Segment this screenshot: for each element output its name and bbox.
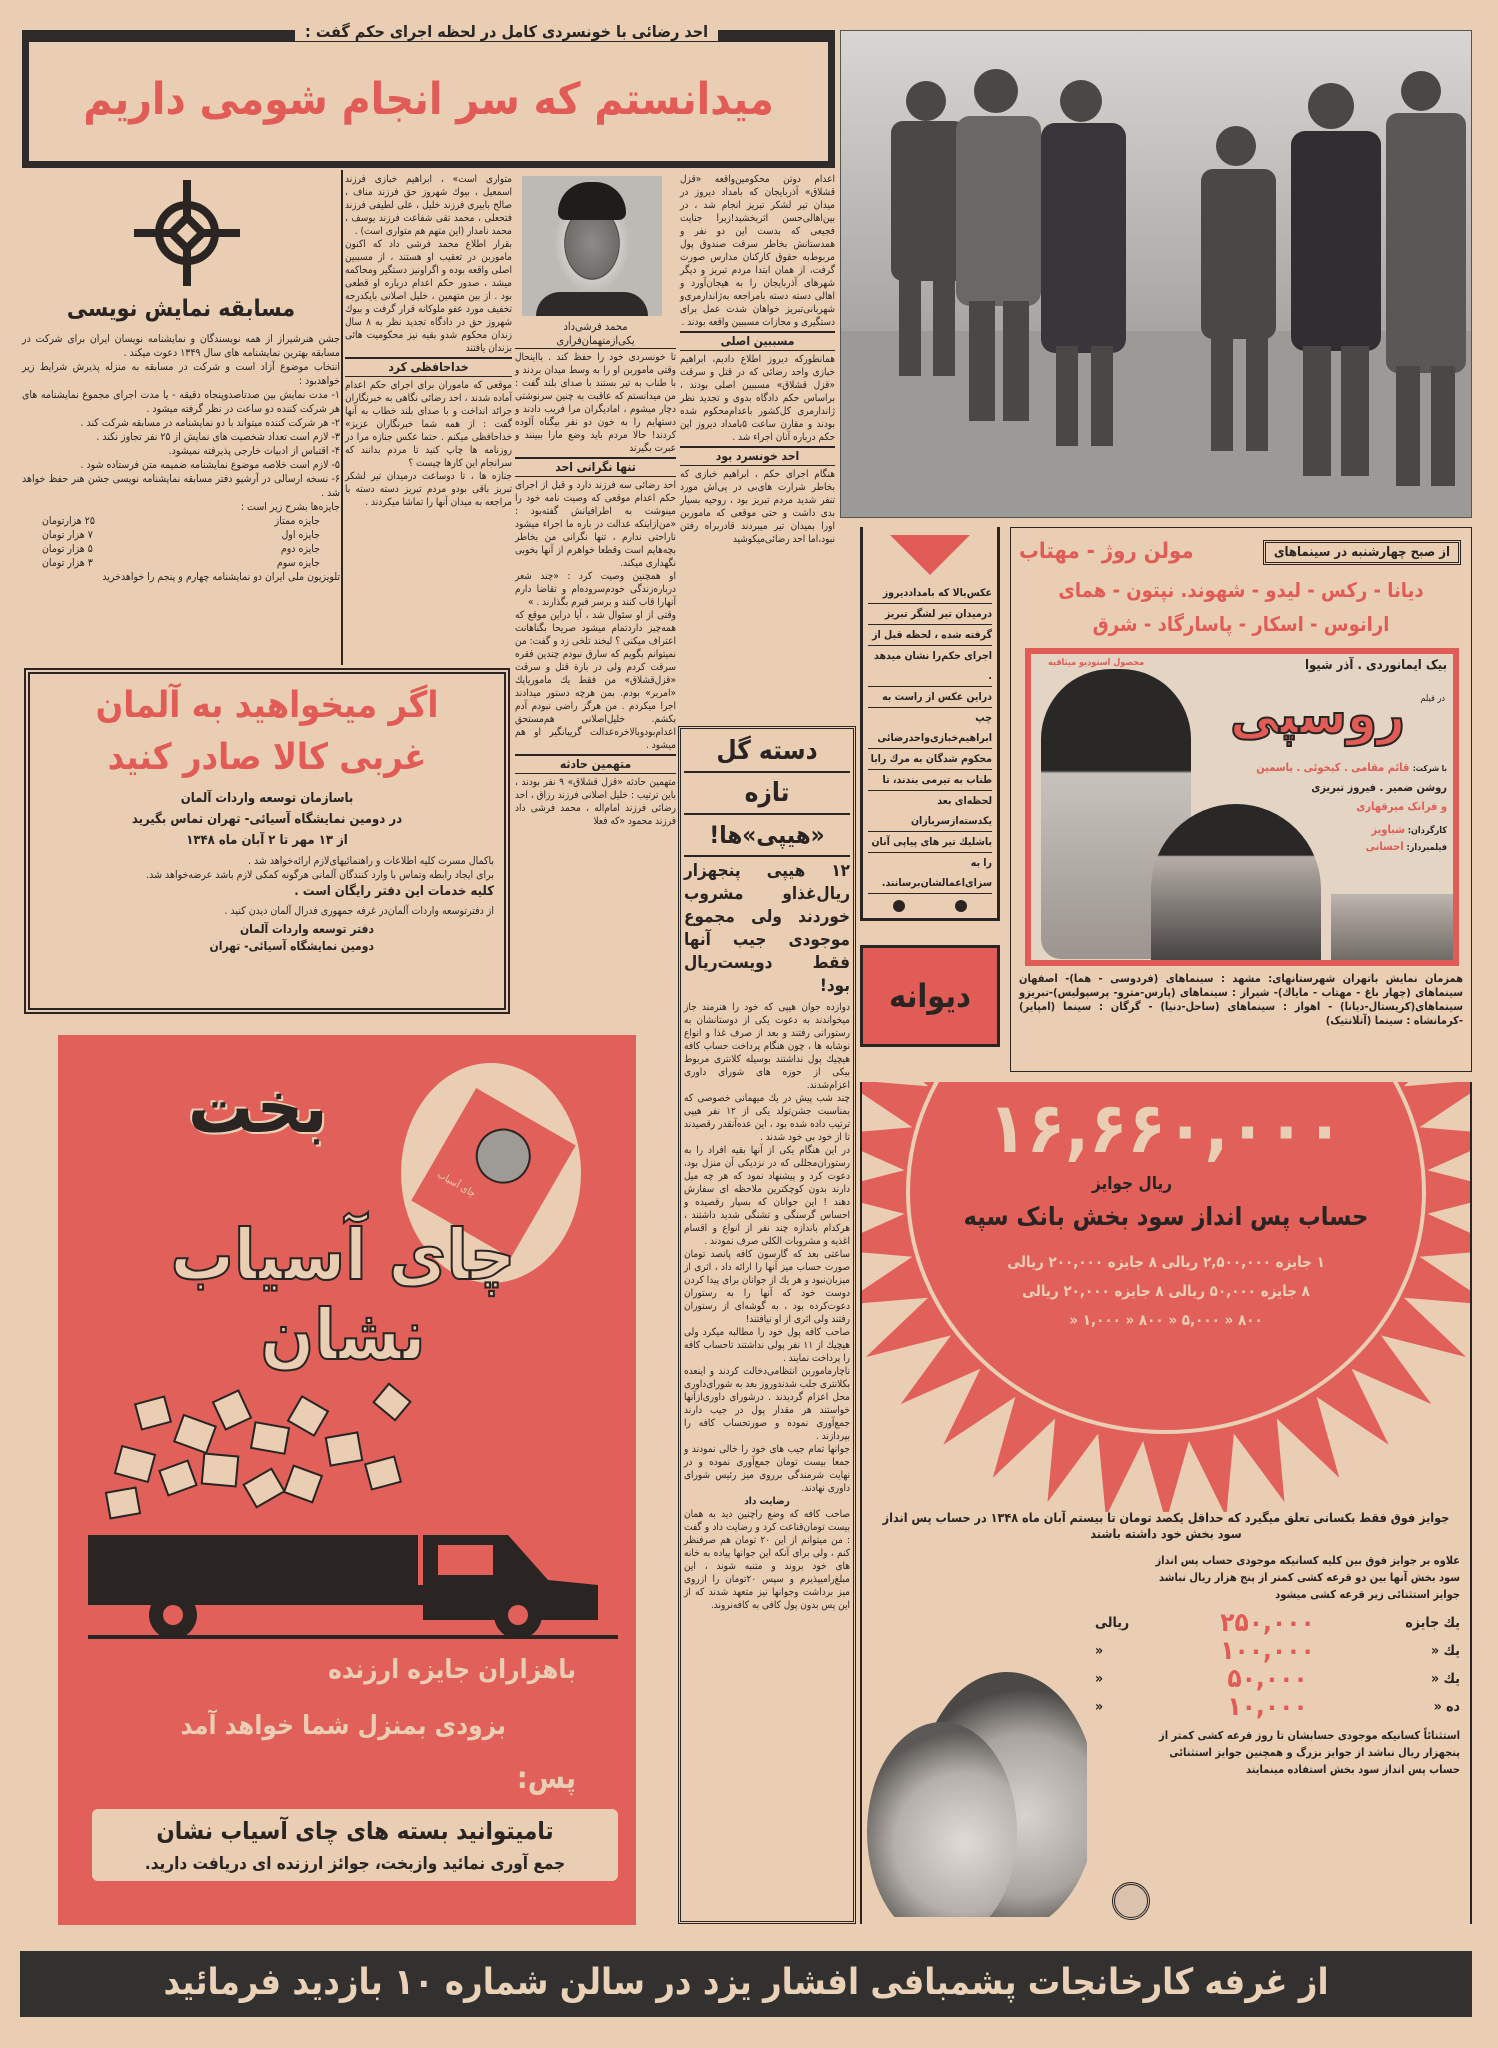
brand-title: چای آسیاب نشان xyxy=(170,1214,516,1376)
prize-line: ۸۰۰ « ۵,۰۰۰ « ۸۰۰ « ۱,۰۰۰ « xyxy=(1069,1311,1263,1329)
prize-amount: ۵ هزار تومان xyxy=(42,543,93,555)
ad-title-1: اگر میخواهید به آلمان xyxy=(95,685,439,726)
ad-signature: دومین نمایشگاه آسیائی- تهران xyxy=(209,939,374,953)
extra-prize-amount: ۱۰,۰۰۰ xyxy=(1227,1692,1308,1722)
prize-label: جایزه سوم xyxy=(276,557,320,569)
bank-condition: جوایز فوق فقط بکسانی تعلق میگیرد که حداقل یکصد تومان تا بیستم آبان ماه ۱۳۴۸ در حساب پس انداز سود بخش خود داشته باشند xyxy=(882,1510,1450,1541)
note-line: عکس‌بالا که بامداددیروز xyxy=(868,583,992,604)
cast-label: با شرکت: xyxy=(1412,764,1447,773)
photo-figures xyxy=(841,31,1471,517)
contest-footer: تلویزیون ملی ایران دو نمایشنامه چهارم و پنجم را خواهدخرید xyxy=(102,571,340,583)
poster-in-film: در فیلم xyxy=(1420,694,1445,704)
note-line: گرفته شده ، لحظه قبل از xyxy=(868,625,992,646)
note-line: باشلیك تیر های پیاپی آنان xyxy=(868,832,992,853)
article-paragraph: صاحب کافه پول خود را مطالبه میکرد ولی هیچیك از ۱۱ نفر پولی نداشتند تاحساب کافه را پرداخت نمایند . xyxy=(684,1327,850,1364)
prize-row xyxy=(22,514,340,528)
article-paragraph: اعدام دوتن محکومین‌واقعه «قزل قشلاق» آذربایجان که بامداد دیروز در میدان تیر لشکر تبریز انجام شد ، در بین‌اهالی‌حسن اثربخشید!زیرا جنایت فجیعی که بدست این دو نفر و همدستانش بخاطر سرقت صندوق پول مربوط‌به حقوق کارکنان مدارس صورت گرفت، از همان ابتدا مردم تبریز و دیگر شهرهای آذربایجان را به هیجان‌آورد و اهالی دسته دسته بامراجعه به‌ژاندارمری‌و شهربانی‌تبریز خواهان شدت عمل برای دستگیری و مجازات مسببین واقعه بودند . xyxy=(680,174,835,328)
article-paragraph: جوانها تمام جیب های خود را خالی نمودند و جمعا بیست تومان جمع‌آوری نموده و در نهایت شرمندگی برروی میز رئیس شورای داوری نهادند. xyxy=(684,1444,850,1494)
cinema-kicker: از صبح چهارشنبه در سینماهای xyxy=(1263,540,1461,565)
bank-footnote: استثنائاً کسانیکه موجودی حسابشان تا روز قرعه کشی کمتر از xyxy=(1159,1729,1460,1742)
tea-line: باهزاران جایزه ارزنده xyxy=(328,1655,576,1685)
cinema-cities: همزمان نمایش باتهران شهرستانهای: مشهد : سینماهای (فردوسی - هما)- اصفهان سینماهای (چهار باغ - مهتاب - مایاك)- شیراز : سینماهای (پارس-مترو- پرسپولیس)-تبریزو سینماهای(کریستال-دیانا) - اهواز : سینماهای (ساحل-دنیا) - گرگان : سینما (امپایر) -کرمانشاه : سینما (آتلانتیک) xyxy=(1019,972,1463,1027)
article-paragraph: همانطورکه دیروز اطلاع دادیم، ابراهیم خبازی واحد رضائی که در قتل و سرقت «قزل قشلاق» مسببین اصلی بودند ، براساس حکم دادگاه بدوی و تجدید نظر ژاندارمری کل‌کشور باعدام‌محکوم شده بودند و مقارن ساعت ۵بامداد دیروز این حکم درباره آنان اجراء شد . xyxy=(680,354,835,443)
extra-prize-count: یك « xyxy=(1431,1671,1460,1687)
prize-row xyxy=(22,556,340,570)
extra-prize-unit: « xyxy=(1095,1699,1104,1715)
luck-title: بخت xyxy=(188,1065,328,1149)
subheading: خداحافظی کرد xyxy=(345,357,512,377)
article-paragraph: جنازه ها ، تا دوساعت درمیدان تیر لشکر تبریز باقی بودو مردم تبریز دسته دسته با مراجعه به میدان آنها را تماشا میکردند . xyxy=(345,471,512,508)
contest-paragraph: ۳- لازم است تعداد شخصیت های نمایش از ۲۵ نفر تجاوز نکند . xyxy=(96,431,340,443)
footer-banner: از غرفه کارخانجات پشمبافی افشار یزد در سالن شماره ۱۰ بازدید فرمائید xyxy=(20,1951,1472,2017)
news-column-3 xyxy=(680,173,835,546)
photo-note-lines xyxy=(868,583,992,894)
extra-prize-amount: ۱۰۰,۰۰۰ xyxy=(1220,1636,1315,1666)
bank-footnote: پنجهزار ریال نباشد از جوایز بزرگ و همچنین جوایز استثنائی xyxy=(1169,1746,1460,1759)
hippie-heading-3: «هیپی»ها! xyxy=(684,815,850,857)
family-photo xyxy=(867,1642,1087,1917)
article-paragraph: متواری است» ، ابراهیم خبازی فرزند اسمعیل ، بیوك شهروز حق فرزند مناف ، صالح بابیری فرزند خلیل ، علی لطیفی فرزند فتحعلی ، محمد تقی شفاعت فرزند یوسف ، محمد نامدار (این متهم هم متواری است) . xyxy=(345,174,512,237)
ad-line: از دفترتوسعه واردات آلمان‌در غرفه جمهوری فدرال آلمان دیدن کنید . xyxy=(224,905,494,917)
tea-cta-1: تامیتوانید بسته های چای آسیاب نشان xyxy=(156,1817,554,1845)
prize-label: جایزه ممتاز xyxy=(274,515,320,527)
prize-line: ۱ جایزه ۲,۵۰۰,۰۰۰ ریالی ۸ جایزه ۲۰۰,۰۰۰ ریالی xyxy=(1007,1253,1325,1271)
contest-paragraph: ۱- مدت نمایش بین صدتاصدوپنجاه دقیقه - یا مدت اجرای مجموع نمایشنامه های هر شرکت کننده دو ساعت در نظر گرفته میشود . xyxy=(22,389,340,415)
execution-photo xyxy=(840,30,1472,518)
article-paragraph: چند شب پیش در یك میهمانی خصوصی که بمناسبت جشن‌تولد یکی از ۱۲ نفر هیپی ترتیب داده شده بود ، این عده‌آنقدر رقصیدند تا از خود بی خود شدند . xyxy=(684,1093,850,1143)
prize-row xyxy=(22,528,340,542)
cast-line: قائم مقامی . کیخوئی . یاسمین xyxy=(1256,761,1410,774)
contest-paragraph: ۲- هر شرکت کننده میتواند با دو نمایشنامه در مسابقه شرکت کند . xyxy=(80,417,340,429)
hippie-heading-2: تازه xyxy=(684,773,850,815)
ad-line: از ۱۳ مهر تا ۲ آبان ماه ۱۳۴۸ xyxy=(186,833,348,848)
article-paragraph: او همچنین وصیت کرد : «چند شعر درباره‌زندگی خودم‌سروده‌ام و تقاضا دارم آنهارا قاب کنند و برسر قبرم بگذارند . » xyxy=(515,571,676,608)
prize-amount: ۲۵ هزارتومان xyxy=(42,515,95,527)
suspect-photo xyxy=(522,176,662,316)
news-column-1 xyxy=(345,173,512,509)
article-paragraph: تا خونسردی خود را حفظ کند . بااینحال وقتی ماموربن او را به وسط میدان بردند و با طناب به تیر بستند با صدای بلند گفت : من میدانستم که عاقبت به چنین سرنوشتی دچار میشوم ، امادیگران مرا فریب دادند و دستهایم را به خون دو نفر بیگناه آلوده کردند! حالا مردم باید وضع مارا ببینند و عبرت بگیرند xyxy=(515,352,676,454)
note-line: درمیدان تیر لشگر تبریز xyxy=(868,604,992,625)
article-paragraph: دوازده جوان هیپی که خود را هنرمند جاز میخواندند به دعوت یکی از دوستانشان به رستورانی رفتند و بعد از صرف غذا و انواع نوشابه ها ، چون هنگام پرداخت حساب کافه هیچیك پول نداشتند بوسیله کلانتری مربوط بیکی از حوزه های شورای داوری اعزام‌شدند. xyxy=(684,1002,850,1091)
bank-emblem-icon xyxy=(1112,1882,1150,1920)
truck-icon xyxy=(78,1505,618,1645)
extra-prize-count: یك جایزه xyxy=(1405,1615,1460,1631)
package-label: چای آسیاب xyxy=(435,1169,478,1200)
news-column-2 xyxy=(515,351,676,828)
contest-paragraph: ۴- اقتباس از ادبیات خارجی پذیرفته نمیشود. xyxy=(168,445,340,457)
gift-boxes xyxy=(106,1384,410,1519)
poster-film-title: روسپی xyxy=(1230,683,1405,746)
article-paragraph: هنگام اجرای حکم ، ابراهیم خبازی که بخاطر شرارت های‌بی در پی‌اش مورد تنفر شدید مردم تبریز بود ، روحیه بسیار بدی داشت و حتی موقعی که ماموربن اورا بمیدان تیر میبردند قادربراه رفتن نبود،اما احد رضائی‌میکوشید xyxy=(680,469,835,545)
director-label: کارگردان: xyxy=(1407,826,1447,836)
caption-desc: یکی‌ازمتهمان‌فراری xyxy=(556,334,635,347)
dots xyxy=(868,900,992,912)
cinema-list-1: مولن روژ - مهتاب xyxy=(1019,539,1194,564)
dot-icon xyxy=(893,900,905,912)
bank-product: حساب پس انداز سود بخش بانک سپه xyxy=(963,1202,1369,1231)
article-paragraph: متهمین حادثه «قزل قشلاق» ۹ نفر بودند ، باین ترتیب : خلیل اصلانی فرزند رزاق ، احد رضائی فرزند امام‌اله ، محمد فرشی داد فرزند محمود «که فعلا xyxy=(515,777,676,827)
tea-cta-box xyxy=(92,1809,618,1881)
extra-prize-count: یك « xyxy=(1431,1643,1460,1659)
cinema-list-2: دیانا - رکس - لیدو - شهوند. نپتون - همای xyxy=(1058,578,1424,602)
ad-line: در دومین نمایشگاه آسیائی- تهران تماس بگیرید xyxy=(131,812,403,827)
festival-logo-icon xyxy=(132,178,242,288)
article-paragraph: صاحب کافه که وضع راچنین دید به همان بیست تومان‌قناعت کرد و رضایت داد و گفت : من میتوانم از این ۲۰ تومان هم صرفنظر کنم ، ولی برای آنکه این جوانها پیاده به خانه های خود بروند و متنبه شوند ، این مبلغ‌رامیپذیرم و سپس ۲۰تومان را ازروی میز برداشت وجوانها نیز متعهد شدند که از این پس بدون پول کافی به کافه‌نروند. xyxy=(684,1509,850,1611)
subheading: احد خونسرد بود xyxy=(680,446,835,466)
note-line: محکوم شدگان به مرك رابا xyxy=(868,749,992,770)
bank-note: جوایز استثنائی زیر قرعه کشی میشود xyxy=(1275,1588,1460,1601)
cinema-list-3: ارانوس - اسکار - پاسارگاد - شرق xyxy=(1092,612,1390,636)
subheading: متهمین حادثه xyxy=(515,754,676,774)
tea-line: پس: xyxy=(516,1761,576,1796)
note-line: دراین عکس از راست به xyxy=(868,687,992,708)
cast-line: روشن ضمیر . فیروز تبریزی xyxy=(1311,781,1447,794)
bank-sepah-ad xyxy=(860,1082,1472,1924)
bank-note: سود بخش آنها بین دو قرعه کشی کمتر از پنج هزار ریال نباشد xyxy=(1159,1571,1460,1584)
extra-prize-unit: « xyxy=(1095,1643,1104,1659)
contest-paragraph: جشن هنرشیراز از همه نویسندگان و نمایشنامه نویسان ایران برای شرکت در مسابقه بهترین نمایشنامه های سال ۱۳۴۹ دعوت میکند . xyxy=(22,333,340,359)
article-paragraph: موقعی که ماموران برای اجرای حکم اعدام آماده شدند ، احد رضائی نگاهی به خبرنگاران جرائد انداخت و با صدای بلند خطاب به آنها گفت : از همه شما خبرنگاران عزیز» خداحافظی میکنم . حتما عکس جنازه مرا در روزنامه ها چاپ کنید تا مردم بدانند که سرانجام این کارها چیست ؟ xyxy=(345,380,512,469)
column-divider xyxy=(341,170,343,665)
prize-amount: ۳ هزار تومان xyxy=(42,557,93,569)
director-name: شباویز xyxy=(1371,823,1405,836)
photo-shoulders xyxy=(536,292,648,316)
extra-prize-amount: ۲۵۰,۰۰۰ xyxy=(1220,1608,1315,1638)
playwriting-contest xyxy=(22,170,340,665)
extra-prize-unit: « xyxy=(1095,1671,1104,1687)
bank-total-unit: ریال جوایز xyxy=(1092,1174,1172,1194)
extra-prize-count: ده « xyxy=(1433,1699,1460,1715)
windmill-icon xyxy=(466,1119,541,1194)
extra-prize-amount: ۵۰,۰۰۰ xyxy=(1227,1664,1308,1694)
note-line: اجرای حکم‌را نشان میدهد . xyxy=(868,646,992,687)
prize-label: جایزه دوم xyxy=(280,543,320,555)
caption-name: محمد فرشی‌داد xyxy=(563,320,628,333)
hippie-article xyxy=(678,726,856,1924)
note-line: طناب به تیرمی بندند، تا xyxy=(868,770,992,791)
hippie-heading-1: دسته گل xyxy=(684,731,850,773)
ad-line: کلیه خدمات این دفتر رایگان است . xyxy=(294,884,494,899)
german-import-ad xyxy=(24,668,510,1014)
note-line: را به سزای‌اعمالشان‌برسانند. xyxy=(868,853,992,894)
bank-footnote: حساب پس انداز سود بخش استفاده مینمایند xyxy=(1246,1763,1460,1776)
extra-prize-row xyxy=(1095,1637,1460,1665)
subheading: رضایت داد xyxy=(744,1496,790,1507)
hippie-deck: ۱۲ هیپی پنجهزار ریال‌غذاو مشروب خوردند ولی مجموع موجودی جیب آنها فقط دویست‌ریال بود! xyxy=(684,861,850,996)
photo-hair xyxy=(558,182,626,220)
bank-total: ۱۶,۶۶۰,۰۰۰ xyxy=(988,1087,1344,1169)
contest-paragraph: انتخاب موضوع آزاد است و شرکت در مسابقه به منزله پذیرش شرایط زیر خواهدبود : xyxy=(22,361,340,387)
ad-line: باکمال مسرت کلیه اطلاعات و راهنمائیهای‌لازم ارائه‌خواهد شد . xyxy=(247,855,494,867)
extra-prize-unit: ریالی xyxy=(1095,1615,1130,1631)
photo-note-box xyxy=(860,527,1000,921)
article-paragraph: بقرار اطلاع محمد فرشی داد که اکنون ماموربن در تعقیب او هستند ، از مسببین اصلی واقعه بوده و اگراونیز دستگیر ومحاکمه میشد ، صدور حکم اعدام درباره او قطعی بود . از بین متهمین ، خلیل اصلانی بایکدرجه تخفیف مورد عفو ملوکانه قرار گرفت و بیوك شهروز حق در دادگاه تجدید نظر به ۸ سال زندان محکوم شدو بقیه نیز محکومیت هائی بزندان یافتند xyxy=(345,239,512,354)
article-paragraph: ساعتی بعد که گارسون کافه پانصد تومان صورت حساب میز آنها را ارائه داد ، اثری از میزبان‌نبود و هر یك از جوانان برای پیدا کردن دوست خود که آنها را به رستوران دعوت‌کرده بود ، به گوشه‌ای از رستوران رفتند ولی اثری از او نیافتند! xyxy=(684,1249,850,1325)
photo-caption xyxy=(515,320,676,349)
contest-paragraph: جایزه‌ها بشرح زیر است : xyxy=(240,501,340,513)
bank-note: علاوه بر جوایز فوق بین کلیه کسانیکه موجودی حساب پس انداز xyxy=(1155,1554,1460,1567)
article-paragraph: ناچارماموربن انتظامی‌دخالت کردند و اینعده بکلانتری جلب شدندوروز بعد به شورای‌داوری محل اعزام گردیدند . درشورای داوری‌ازآنها خواستند هر مقدار پول در جیب دارند جمع‌آوری نموده و صورتحساب کافه را بپردازند . xyxy=(684,1366,850,1442)
tea-ad xyxy=(58,1035,636,1925)
article-paragraph: احد رضائی سه فرزند دارد و قبل از اجرای حکم اعدام موقعی که وصیت نامه خود را مینوشت به اطرافیانش گفته‌بود : «من‌ازاینکه عدالت در باره ما اجراء میشود ناراحتی ندارم ، تنها نگرانی من بخاطر بچه‌هایم است وقطعا خواهرم از آنها بخوبی نگهداری میکند. xyxy=(515,480,676,569)
ad-line: باسازمان توسعه واردات آلمان xyxy=(180,791,354,806)
dop-name: احسانی xyxy=(1365,840,1404,853)
tea-cta-2: جمع آوری نمائید وازبخت، جوائز ارزنده ای دریافت دارید. xyxy=(144,1854,566,1874)
headline-title: میدانستم که سر انجام شومی داریم xyxy=(83,74,774,125)
ad-line: برای ایجاد رابطه وتماس با وارد کنندگان آلمانی هرگونه کمکی لازم باشد عرضه‌خواهد شد. xyxy=(146,869,494,881)
extra-prize-row xyxy=(1095,1609,1460,1637)
prize-label: جایزه اول xyxy=(281,529,320,541)
contest-paragraph: ۵- لازم است خلاصه موضوع نمایشنامه ضمیمه متن فرستاده شود . xyxy=(80,459,340,471)
scene-illustration xyxy=(1331,894,1459,964)
ad-title-2: غربی کالا صادر کنید xyxy=(107,737,427,778)
extra-prize-row xyxy=(1095,1665,1460,1693)
subheading: تنها نگرانی احد xyxy=(515,457,676,477)
poster-cast xyxy=(1207,758,1447,856)
contest-paragraph: ۶- نسخه ارسالی در آرشیو دفتر مسابقه نمایشنامه نویسی جشن هنر حفظ خواهد شد . xyxy=(22,473,340,499)
divaneh-box: دیوانه xyxy=(860,945,1000,1047)
poster-studio: محصول استودیو میثاقیه xyxy=(1045,658,1147,668)
prize-line: ۸ جایزه ۵۰,۰۰۰ ریالی ۸ جایزه ۲۰,۰۰۰ ریالی xyxy=(1022,1282,1310,1300)
film-poster xyxy=(1025,648,1459,966)
cast-line: و فرانک میرقهاری xyxy=(1356,800,1447,813)
note-line: لحظه‌ای بعد یکدسته‌ازسربازان xyxy=(868,791,992,832)
triangle-pointer-icon xyxy=(890,535,970,575)
dop-label: فیلمبردار: xyxy=(1406,843,1447,853)
subheading: مسببین اصلی xyxy=(680,331,835,351)
ad-signature: دفتر توسعه واردات آلمان xyxy=(239,922,374,936)
article-paragraph: در این هنگام یکی از آنها بقیه افراد را به رستوران‌مجللی که در نزدیکی آن منزل بود، دعوت کرد و پیشنهاد نمود که هر چه میل دارند بدون کوچکترین ملاحظه ای سفارش دهند ! این جوانان که بسیار رقصیده و احساس گرسنگی و تشنگی شدید داشتند ، هرکدام باندازه چند نفر از انواع و اقسام اغذیه و مشروبات الکلی صرف نمودند . xyxy=(684,1145,850,1247)
headline-kicker: احد رضائی با خونسردی کامل در لحظه اجرای حکم گفت : xyxy=(295,22,718,41)
headline-box xyxy=(22,22,835,168)
dot-icon xyxy=(955,900,967,912)
extra-prizes-table xyxy=(1095,1609,1460,1721)
prize-amount: ۷ هزار تومان xyxy=(42,529,93,541)
prize-row xyxy=(22,542,340,556)
note-line: چپ ابراهیم‌خبازی‌واحدرضائی xyxy=(868,708,992,749)
poster-stars: بیک ایمانوردی . آذر شیوا xyxy=(1304,658,1447,673)
extra-prize-row xyxy=(1095,1693,1460,1721)
cinema-ad xyxy=(1010,527,1472,1072)
article-paragraph: وقتی از او سئوال شد ، آیا دراین موقع که همه‌چیز داردتمام میشود صریحا بگناهانت اعتراف میکنی ؟ لبخند تلخی زد و گفت: من نمیتوانم بگویم که سارق نبودم چندین فقره سرقت کردم ولی در بارة قتل و سرقت «قزل‌قشلاق» من فقط یك ماموریایك «امربر» بودم. بمن هرچه دستور میدادند اجرا میکردم . من هرگز راضی نبودم آدم بکشم. خلیل‌اصلانی هم‌مستحق اعدام‌بودوبالاخره‌عدالت گریبانگیر او هم میشود . xyxy=(515,610,676,751)
tea-line: بزودی بمنزل شما خواهد آمد xyxy=(180,1711,506,1741)
contest-title: مسابقه نمایش نویسی xyxy=(66,296,296,322)
